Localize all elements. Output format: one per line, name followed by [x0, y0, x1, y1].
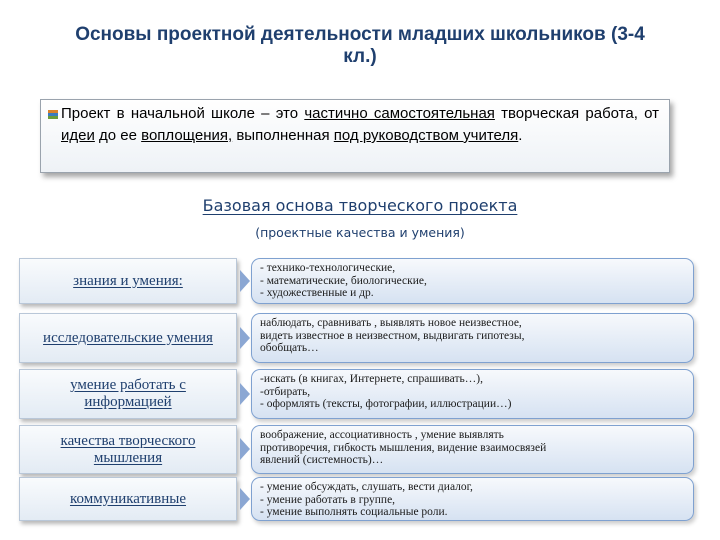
- quality-row: [19, 477, 694, 521]
- detail-line: видеть известное в неизвестном, выдвигать гипотезы,: [260, 329, 525, 342]
- definition-underlined: идеи: [61, 127, 95, 144]
- arrow-right-icon: [240, 488, 250, 510]
- quality-row: [19, 369, 694, 419]
- detail-line: - художественные и др.: [260, 287, 374, 299]
- quality-details: [251, 313, 694, 363]
- detail-line: воображение, ассоциативность , умение выявлять: [260, 429, 504, 441]
- quality-row: [19, 258, 694, 304]
- definition-underlined: под руководством учителя: [333, 127, 519, 144]
- arrow-right-icon: [240, 383, 250, 405]
- quality-label: коммуникативные: [19, 477, 237, 521]
- detail-line: -искать (в книгах, Интернете, спрашивать…),: [260, 373, 483, 385]
- detail-line: -отбирать,: [260, 385, 311, 398]
- detail-line: - умение работать в группе,: [260, 493, 396, 506]
- section-subtitle: (проектные качества и умения): [255, 225, 465, 240]
- detail-line: явлений (системность)…: [260, 454, 384, 466]
- detail-line: - математические, биологические,: [260, 274, 427, 287]
- book-icon: [47, 108, 59, 120]
- definition-box: [40, 99, 670, 173]
- quality-details: [251, 258, 694, 304]
- detail-line: противоречия, гибкость мышления, видение взаимосвязей: [260, 441, 547, 454]
- definition-text: творческая работа, от: [494, 105, 659, 122]
- detail-line: наблюдать, сравнивать , выявлять новое неизвестное,: [260, 317, 522, 329]
- detail-line: обобщать…: [260, 342, 319, 354]
- definition-underlined: воплощения,: [141, 127, 233, 144]
- definition-text: до ее: [94, 127, 142, 144]
- definition-text: – это: [254, 105, 305, 122]
- detail-line: - умение обсуждать, слушать, вести диалог,: [260, 481, 473, 493]
- detail-line: - оформлять (тексты, фотографии, иллюстрации…): [260, 398, 512, 410]
- detail-line: - технико-технологические,: [260, 262, 396, 274]
- definition-underlined: частично самостоятельная: [304, 105, 495, 122]
- arrow-right-icon: [240, 270, 250, 292]
- quality-label: качества творческого мышления: [19, 425, 237, 474]
- quality-label: умение работать с информацией: [19, 369, 237, 419]
- detail-line: - умение выполнять социальные роли.: [260, 506, 448, 518]
- quality-details: [251, 369, 694, 419]
- quality-row: [19, 425, 694, 474]
- arrow-right-icon: [240, 327, 250, 349]
- definition-term: Проект в начальной школе: [61, 105, 255, 122]
- definition-text: .: [518, 127, 523, 144]
- section-title: Базовая основа творческого проекта: [202, 196, 518, 215]
- definition-text: выполненная: [232, 127, 334, 144]
- arrow-right-icon: [240, 438, 250, 460]
- quality-row: [19, 313, 694, 363]
- page-title: Основы проектной деятельности младших школьников (3-4 кл.): [75, 24, 645, 67]
- quality-details: [251, 477, 694, 521]
- quality-label: исследовательские умения: [19, 313, 237, 363]
- quality-label: знания и умения:: [19, 258, 237, 304]
- quality-details: [251, 425, 694, 474]
